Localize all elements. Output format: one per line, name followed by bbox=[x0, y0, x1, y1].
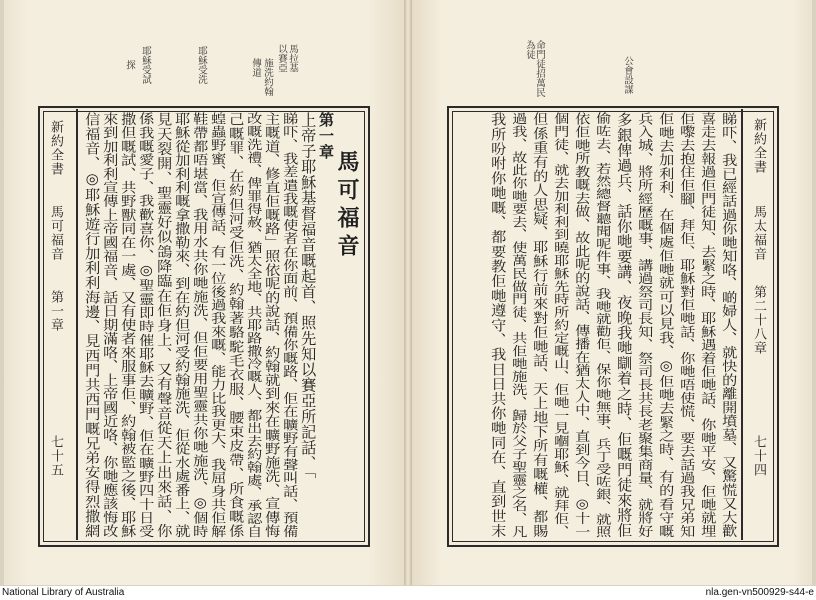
margin-note: 馬拉基 bbox=[286, 44, 298, 73]
margin-note: 以賽亞 bbox=[275, 44, 287, 73]
margin-note: 傳道 bbox=[249, 58, 261, 77]
left-header-rule bbox=[76, 109, 78, 540]
right-page-number: 七十四 bbox=[751, 435, 766, 477]
margin-note: 探 bbox=[123, 60, 135, 70]
margin-note: 公會設謀 bbox=[621, 56, 633, 94]
body-column: 上帝子耶穌基督福音嘅起首、照先知以賽亞所記話、「 bbox=[299, 112, 318, 479]
body-column: 鞋帶都唔堪當、我用水共你哋施洗、但佢要用聖靈共你哋施洗、◎個時 bbox=[191, 112, 210, 539]
body-column: 多銀俾過兵、話你哋要講、夜晚我哋瞓着之時、佢嘅門徒來將佢 bbox=[615, 112, 634, 538]
margin-note: 施洗約翰 bbox=[261, 58, 273, 96]
right-header-chapter: 第二十八章 bbox=[751, 285, 766, 355]
body-column: 佢嚟去抱住佢腳、拜佢、耶穌對佢哋話、你哋唔使慌、要去話過我兄弟知 bbox=[678, 112, 697, 538]
body-column: 兵入城、將所經歷嘅事、講過祭司長知、祭司長共長老聚集商量、就將好 bbox=[636, 112, 655, 538]
book-gutter bbox=[404, 0, 412, 585]
gospel-title: 馬可福音 bbox=[334, 150, 360, 262]
right-header-rule bbox=[741, 109, 743, 540]
bleed-through-text bbox=[300, 30, 314, 110]
margin-note: 耶穌受洗 bbox=[195, 46, 207, 84]
body-column: 改嘅洗禮、俾罪得赦、猶太全地、共耶路撒冷嘅人、都出去約翰處、承認自 bbox=[245, 112, 264, 538]
archive-footer bbox=[0, 586, 816, 600]
body-column: 過我、故此你哋要去、使萬民做門徒、共佢哋施洗、歸於父子聖靈之名、凡 bbox=[510, 112, 529, 538]
body-column: 撒但嘅試、共野獸同在一處、又有使者來服事佢、約翰被監之後、耶穌 bbox=[119, 112, 138, 539]
body-column: 我所吩咐你哋嘅、都要教佢哋遵守、我日日共你哋同在、直到世末 bbox=[489, 112, 508, 539]
left-page-number: 七十五 bbox=[48, 435, 63, 477]
footer-identifier: nla.gen-vn500929-s44-e bbox=[705, 587, 814, 598]
chapter-heading: 第一章 bbox=[317, 112, 335, 160]
body-column: 佢哋去加利利、在個處佢哋就可以見我、◎佢哋去緊之時、有的看守嘅 bbox=[657, 112, 676, 539]
left-header-book: 新約全書 bbox=[48, 120, 63, 176]
body-column: 偷咗去、若然總督聽聞呢件事、我哋就勸佢、保你哋無事、兵丁受咗銀、就照 bbox=[594, 112, 613, 538]
body-column: 耶穌從加利利嘅拿撒勒來、到在約但河受約翰施洗、佢從水處番上、就 bbox=[173, 112, 192, 539]
body-column: 依佢哋所教嘅去做、故此呢的說話、傳播在猶太人中、直到今日、◎十一 bbox=[573, 112, 592, 539]
right-header-book: 新約全書 bbox=[751, 118, 766, 174]
body-column: 信福音、◎耶穌遊行加利利海邊、見西門共西門嘅兄弟安得烈撒網 bbox=[83, 112, 102, 539]
footer-institution: National Library of Australia bbox=[2, 587, 125, 598]
body-column: 係我嘅愛子、我歡喜你、◎聖靈即時催耶穌去曠野、佢在曠野四十日受 bbox=[137, 112, 156, 539]
margin-note: 耶穌受試 bbox=[139, 46, 151, 84]
body-column: 喜走去報過佢門徒知、去緊之時、耶穌遇着佢哋話、你哋平安、佢哋就埋 bbox=[699, 112, 718, 538]
left-header-gospel: 馬可福音 bbox=[48, 205, 63, 261]
body-column: 睇吓、我已經話過你哋知咯、啲婦人、就快的離開墳墓、又驚慌又大歡 bbox=[720, 112, 739, 539]
body-column: 己嘅罪、在約但河受佢洗、約翰著駱駝毛衣服、腰束皮帶、所食嘅係 bbox=[227, 112, 246, 538]
body-column: 睇吓、我差遣我嘅使者在你面前、預備你嘅路、佢在曠野有聲叫話、預備 bbox=[281, 112, 300, 538]
margin-note: 命門徒招萬民為徒 bbox=[523, 40, 545, 97]
left-header-chapter: 第一章 bbox=[48, 290, 63, 332]
body-column: 見天裂開、聖靈好似鴿降臨在佢身上、又有聲音從天上出來話、你 bbox=[155, 112, 174, 539]
body-column: 但係重有的人思疑、耶穌行前來對佢哋話、天上地下所有嘅權、都賜 bbox=[531, 112, 550, 538]
right-header-gospel: 馬太福音 bbox=[751, 205, 766, 261]
body-column: 蝗蟲野蜜、佢宣傳話、有一位後過我來嘅、能力比我更大、我屈身共佢解 bbox=[209, 112, 228, 538]
body-column: 主嘅道、修直佢嘅路」照依呢的說話、約翰就到來在曠野施洗、宣傳悔 bbox=[263, 112, 282, 539]
body-column: 來到加利利宣傳上帝國福音、話日期滿咯、上帝國近咯、你哋應該悔改 bbox=[101, 112, 120, 539]
body-column: 個門徒、就去加利利到曉耶穌先時所約定嘅山、佢哋一見嗰耶穌、就拜佢、 bbox=[552, 112, 571, 538]
